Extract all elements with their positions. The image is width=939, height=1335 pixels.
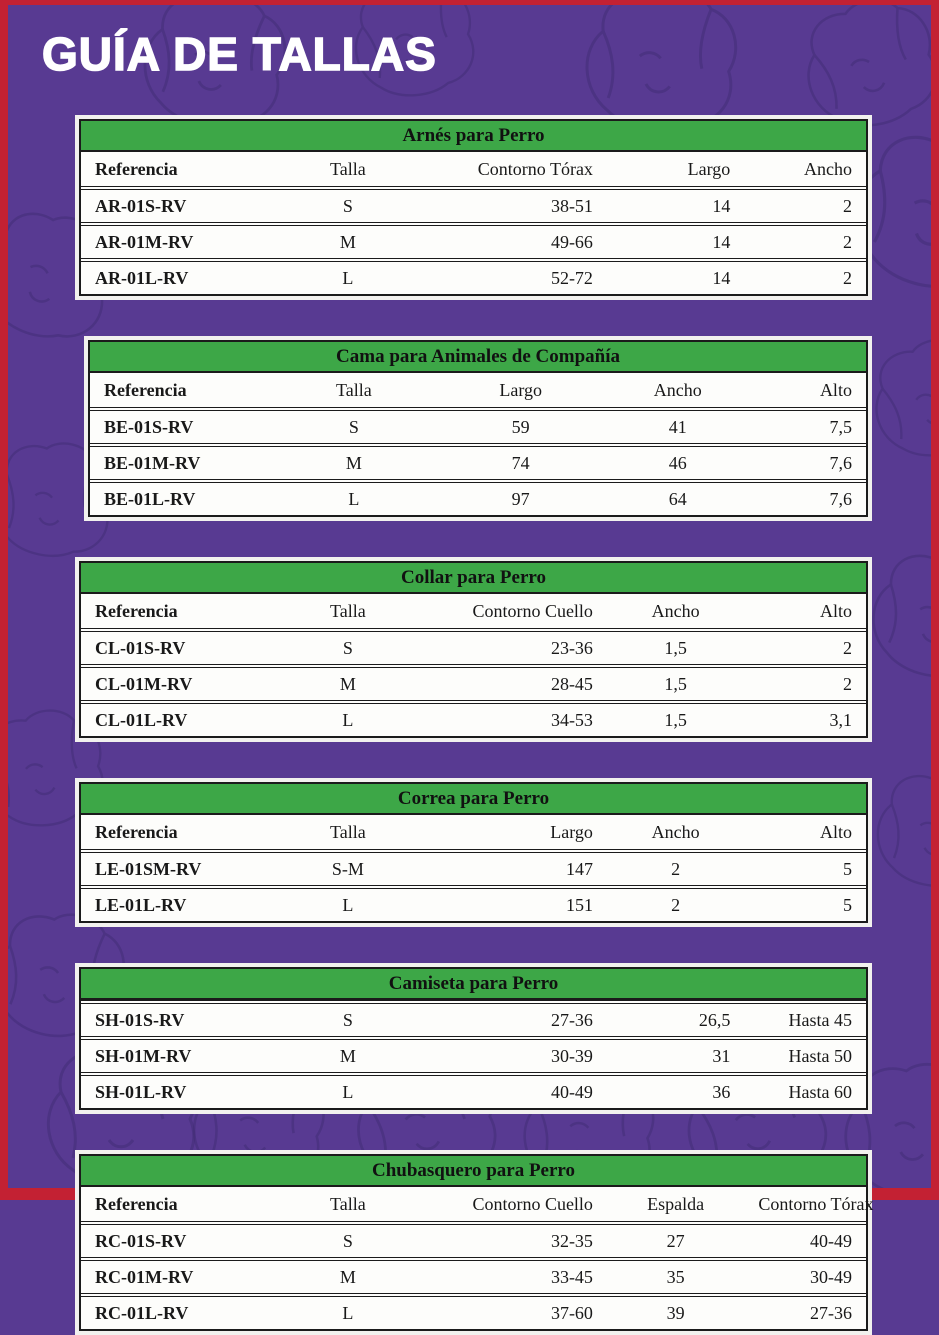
reference-cell: AR-01L-RV <box>95 268 189 288</box>
table-row <box>81 1221 866 1257</box>
size-table <box>84 336 872 521</box>
value-cell: 26,5 <box>698 1010 731 1030</box>
value-cell: L <box>342 895 354 915</box>
table-title-bar: Arnés para Perro <box>81 121 866 152</box>
value-cell: M <box>339 1046 356 1066</box>
column-header: Referencia <box>95 601 178 621</box>
value-cell: S-M <box>331 859 364 879</box>
reference-cell: SH-01L-RV <box>95 1082 187 1102</box>
value-cell: 27-36 <box>550 1010 593 1030</box>
value-cell: 14 <box>712 232 731 252</box>
value-cell: 2 <box>842 232 852 252</box>
value-cell: 7,6 <box>829 453 852 473</box>
value-cell: 2 <box>842 268 852 288</box>
table-frame <box>79 561 868 738</box>
column-header: Referencia <box>104 380 187 400</box>
table-row <box>90 407 866 443</box>
value-cell: 40-49 <box>809 1231 852 1251</box>
table-frame <box>88 340 868 517</box>
column-header: Largo <box>550 822 593 842</box>
table-body <box>81 1221 866 1329</box>
value-cell: 59 <box>511 417 530 437</box>
table-row <box>81 258 866 294</box>
reference-cell: AR-01M-RV <box>95 232 194 252</box>
value-cell: 74 <box>511 453 530 473</box>
value-cell: Hasta 60 <box>788 1082 852 1102</box>
page-title: GUÍA DE TALLAS <box>42 28 437 80</box>
value-cell: 46 <box>668 453 687 473</box>
table-body <box>81 186 866 294</box>
size-table <box>75 963 872 1114</box>
size-table <box>75 557 872 742</box>
table-header-row <box>90 373 866 407</box>
reference-cell: BE-01M-RV <box>104 453 201 473</box>
value-cell: 1,5 <box>664 674 687 694</box>
tables <box>8 115 931 1335</box>
reference-cell: SH-01M-RV <box>95 1046 192 1066</box>
table-row <box>81 1000 866 1036</box>
value-cell: 1,5 <box>664 710 687 730</box>
table-row <box>81 885 866 921</box>
table-frame <box>79 1154 874 1331</box>
table-title-bar: Camiseta para Perro <box>81 969 866 1000</box>
value-cell: 2 <box>842 196 852 216</box>
reference-cell: CL-01S-RV <box>95 638 186 658</box>
column-header: Talla <box>335 380 372 400</box>
value-cell: 33-45 <box>550 1267 593 1287</box>
value-cell: Hasta 50 <box>788 1046 852 1066</box>
column-header: Referencia <box>95 1194 178 1214</box>
value-cell: 40-49 <box>550 1082 593 1102</box>
table-row <box>90 479 866 515</box>
value-cell: 41 <box>668 417 687 437</box>
column-header: Contorno Cuello <box>472 1194 593 1214</box>
value-cell: 30-39 <box>550 1046 593 1066</box>
size-table <box>75 1150 872 1335</box>
value-cell: 27 <box>666 1231 685 1251</box>
table-row <box>81 849 866 885</box>
column-header: Talla <box>330 1194 366 1214</box>
value-cell: 2 <box>842 638 852 658</box>
reference-cell: CL-01L-RV <box>95 710 188 730</box>
table-row <box>81 1257 866 1293</box>
value-cell: 36 <box>712 1082 731 1102</box>
size-table <box>75 115 872 300</box>
table-header-row <box>81 152 866 186</box>
reference-cell: RC-01L-RV <box>95 1303 189 1323</box>
value-cell: 2 <box>671 859 681 879</box>
value-cell: 5 <box>842 895 852 915</box>
value-cell: 32-35 <box>550 1231 593 1251</box>
table-body <box>90 407 866 515</box>
table-body <box>81 628 866 736</box>
table-body <box>81 849 866 921</box>
value-cell: 23-36 <box>550 638 593 658</box>
value-cell: 7,6 <box>829 489 852 509</box>
reference-cell: SH-01S-RV <box>95 1010 185 1030</box>
value-cell: 37-60 <box>550 1303 593 1323</box>
table-title-bar: Collar para Perro <box>81 563 866 594</box>
column-header: Ancho <box>803 159 852 179</box>
value-cell: 64 <box>668 489 687 509</box>
reference-cell: LE-01SM-RV <box>95 859 202 879</box>
table-title-bar: Correa para Perro <box>81 784 866 815</box>
table-row <box>90 443 866 479</box>
column-header: Contorno Cuello <box>472 601 593 621</box>
table-row <box>81 664 866 700</box>
value-cell: 35 <box>666 1267 685 1287</box>
column-header: Contorno Tórax <box>477 159 593 179</box>
column-header: Ancho <box>651 822 700 842</box>
value-cell: L <box>342 1303 354 1323</box>
value-cell: 14 <box>712 196 731 216</box>
value-cell: 2 <box>842 674 852 694</box>
table-header-row <box>81 1187 874 1221</box>
column-header: Alto <box>819 380 852 400</box>
value-cell: S <box>342 638 353 658</box>
value-cell: S <box>342 196 353 216</box>
reference-cell: LE-01L-RV <box>95 895 187 915</box>
column-header: Espalda <box>647 1194 705 1214</box>
value-cell: L <box>342 1082 354 1102</box>
column-header: Contorno Tórax <box>758 1194 874 1214</box>
reference-cell: RC-01S-RV <box>95 1231 187 1251</box>
value-cell: 3,1 <box>829 710 852 730</box>
value-cell: S <box>342 1010 353 1030</box>
value-cell: 7,5 <box>829 417 852 437</box>
reference-cell: CL-01M-RV <box>95 674 193 694</box>
value-cell: L <box>342 268 354 288</box>
reference-cell: RC-01M-RV <box>95 1267 194 1287</box>
table-header-row <box>81 815 866 849</box>
reference-cell: BE-01L-RV <box>104 489 196 509</box>
value-cell: 38-51 <box>550 196 593 216</box>
value-cell: L <box>342 710 354 730</box>
table-row <box>81 628 866 664</box>
value-cell: S <box>348 417 359 437</box>
value-cell: 34-53 <box>550 710 593 730</box>
value-cell: 1,5 <box>664 638 687 658</box>
value-cell: 28-45 <box>550 674 593 694</box>
value-cell: 52-72 <box>550 268 593 288</box>
table-frame <box>79 782 868 923</box>
size-table <box>75 778 872 927</box>
column-header: Ancho <box>653 380 702 400</box>
table-title-bar: Chubasquero para Perro <box>81 1156 866 1187</box>
value-cell: M <box>339 1267 356 1287</box>
value-cell: 27-36 <box>809 1303 852 1323</box>
value-cell: L <box>348 489 360 509</box>
value-cell: M <box>339 232 356 252</box>
value-cell: S <box>342 1231 353 1251</box>
value-cell: M <box>339 674 356 694</box>
column-header: Alto <box>819 822 852 842</box>
value-cell: 5 <box>842 859 852 879</box>
column-header: Ancho <box>651 601 700 621</box>
reference-cell: AR-01S-RV <box>95 196 187 216</box>
value-cell: 31 <box>712 1046 731 1066</box>
table-frame <box>79 119 868 296</box>
value-cell: 97 <box>511 489 530 509</box>
value-cell: M <box>345 453 362 473</box>
column-header: Talla <box>330 601 366 621</box>
table-header-row <box>81 594 866 628</box>
column-header: Largo <box>687 159 731 179</box>
table-row <box>81 700 866 736</box>
table-frame <box>79 967 868 1110</box>
table-title-bar: Cama para Animales de Compañía <box>90 342 866 373</box>
value-cell: 30-49 <box>809 1267 852 1287</box>
column-header: Referencia <box>95 822 178 842</box>
value-cell: 39 <box>666 1303 685 1323</box>
table-row <box>81 222 866 258</box>
value-cell: 49-66 <box>550 232 593 252</box>
column-header: Talla <box>330 159 366 179</box>
table-row <box>81 1072 866 1108</box>
value-cell: 151 <box>565 895 593 915</box>
table-row <box>81 1293 866 1329</box>
column-header: Alto <box>819 601 852 621</box>
value-cell: 147 <box>565 859 593 879</box>
table-row <box>81 1036 866 1072</box>
value-cell: Hasta 45 <box>788 1010 852 1030</box>
table-body <box>81 1000 866 1108</box>
reference-cell: BE-01S-RV <box>104 417 194 437</box>
value-cell: 2 <box>671 895 681 915</box>
column-header: Largo <box>499 380 542 400</box>
value-cell: 14 <box>712 268 731 288</box>
column-header: Talla <box>330 822 366 842</box>
table-row <box>81 186 866 222</box>
column-header: Referencia <box>95 159 178 179</box>
